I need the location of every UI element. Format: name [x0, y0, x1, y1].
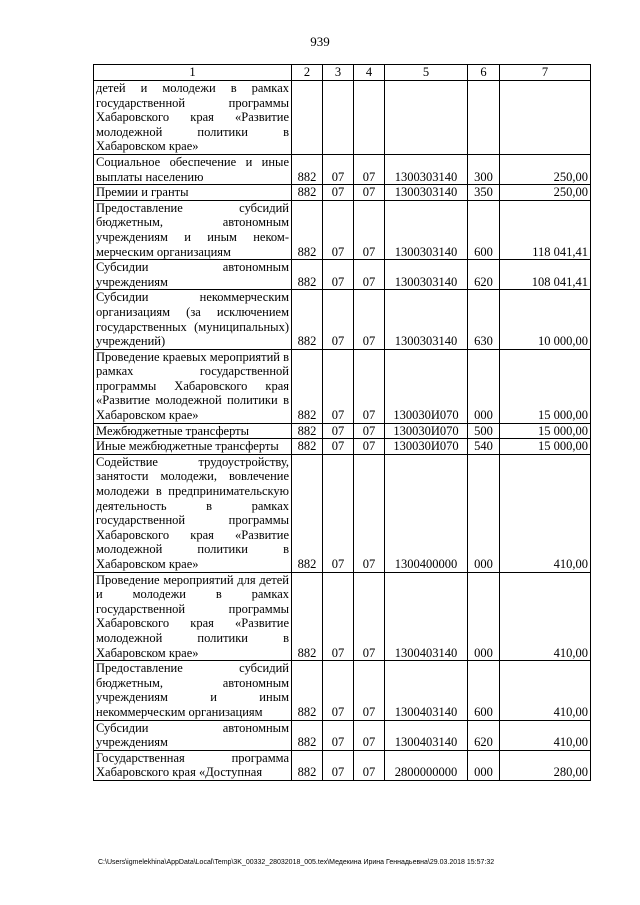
ministry-code: [292, 81, 323, 155]
target-article-code: 1300303140: [385, 200, 468, 259]
target-article-code: 1300303140: [385, 154, 468, 184]
amount: 108 041,41: [500, 260, 591, 290]
ministry-code: 882: [292, 349, 323, 423]
expense-type-code: 600: [468, 661, 500, 720]
section-code: 07: [323, 572, 354, 661]
subsection-code: 07: [354, 200, 385, 259]
ministry-code: 882: [292, 661, 323, 720]
table-row: [94, 290, 591, 349]
subsection-code: 07: [354, 661, 385, 720]
table-row: [94, 349, 591, 423]
target-article-code: 130030И070: [385, 349, 468, 423]
column-header: 5: [385, 65, 468, 81]
subsection-code: 07: [354, 454, 385, 572]
row-description: Межбюджетные трансферты: [94, 423, 292, 439]
table-row: [94, 439, 591, 455]
row-description: Субсидии некоммерческим организациям (за исключением государственных (муниципальных) учреждений): [94, 290, 292, 349]
table-row: [94, 200, 591, 259]
amount: 410,00: [500, 454, 591, 572]
ministry-code: 882: [292, 720, 323, 750]
column-header: 6: [468, 65, 500, 81]
amount: 10 000,00: [500, 290, 591, 349]
ministry-code: 882: [292, 572, 323, 661]
row-description: Иные межбюджетные трансферты: [94, 439, 292, 455]
amount: 280,00: [500, 750, 591, 780]
section-code: 07: [323, 454, 354, 572]
subsection-code: 07: [354, 439, 385, 455]
table-row: [94, 720, 591, 750]
budget-table: [93, 64, 591, 781]
section-code: 07: [323, 750, 354, 780]
section-code: 07: [323, 661, 354, 720]
table-row: [94, 454, 591, 572]
column-header: 7: [500, 65, 591, 81]
expense-type-code: 300: [468, 154, 500, 184]
ministry-code: 882: [292, 439, 323, 455]
subsection-code: 07: [354, 260, 385, 290]
row-description: Социальное обеспечение и иные выплаты населению: [94, 154, 292, 184]
amount: [500, 81, 591, 155]
ministry-code: 882: [292, 290, 323, 349]
subsection-code: 07: [354, 349, 385, 423]
expense-type-code: [468, 81, 500, 155]
target-article-code: 1300303140: [385, 260, 468, 290]
amount: 15 000,00: [500, 423, 591, 439]
section-code: [323, 81, 354, 155]
row-description: детей и молодежи в рамках государственной программы Хабаровского края «Развитие молодежной политики в Хабаровском крае»: [94, 81, 292, 155]
column-header: 4: [354, 65, 385, 81]
column-header: 3: [323, 65, 354, 81]
amount: 250,00: [500, 154, 591, 184]
target-article-code: 130030И070: [385, 423, 468, 439]
page-number: 939: [310, 34, 330, 49]
expense-type-code: 000: [468, 349, 500, 423]
subsection-code: 07: [354, 423, 385, 439]
row-description: Предоставление субсидий бюджетным, автономным учреждениям и иным некоммерческим организациям: [94, 661, 292, 720]
row-description: Предоставление субсидий бюджетным, автономным учреждениям и иным неком-мерческим организациям: [94, 200, 292, 259]
ministry-code: 882: [292, 260, 323, 290]
table-row: [94, 154, 591, 184]
table-header-row: [94, 65, 591, 81]
expense-type-code: 620: [468, 720, 500, 750]
row-description: Проведение мероприятий для детей и молодежи в рамках государственной программы Хабаровского края «Развитие молодежной политики в Хабаровском крае»: [94, 572, 292, 661]
table-row: [94, 81, 591, 155]
subsection-code: 07: [354, 720, 385, 750]
target-article-code: 1300303140: [385, 185, 468, 201]
expense-type-code: 000: [468, 572, 500, 661]
amount: 15 000,00: [500, 439, 591, 455]
section-code: 07: [323, 439, 354, 455]
amount: 15 000,00: [500, 349, 591, 423]
amount: 410,00: [500, 572, 591, 661]
target-article-code: 1300403140: [385, 661, 468, 720]
table-row: [94, 750, 591, 780]
expense-type-code: 000: [468, 454, 500, 572]
section-code: 07: [323, 200, 354, 259]
table-row: [94, 260, 591, 290]
expense-type-code: 600: [468, 200, 500, 259]
row-description: Проведение краевых мероприятий в рамках государственной программы Хабаровского края «Развитие молодежной политики в Хабаровском крае»: [94, 349, 292, 423]
table-row: [94, 661, 591, 720]
subsection-code: 07: [354, 154, 385, 184]
target-article-code: 130030И070: [385, 439, 468, 455]
section-code: 07: [323, 290, 354, 349]
expense-type-code: 620: [468, 260, 500, 290]
section-code: 07: [323, 185, 354, 201]
table-row: [94, 185, 591, 201]
section-code: 07: [323, 423, 354, 439]
amount: 410,00: [500, 661, 591, 720]
target-article-code: 1300400000: [385, 454, 468, 572]
target-article-code: 1300303140: [385, 290, 468, 349]
subsection-code: [354, 81, 385, 155]
subsection-code: 07: [354, 185, 385, 201]
ministry-code: 882: [292, 154, 323, 184]
row-description: Премии и гранты: [94, 185, 292, 201]
subsection-code: 07: [354, 572, 385, 661]
subsection-code: 07: [354, 290, 385, 349]
subsection-code: 07: [354, 750, 385, 780]
expense-type-code: 500: [468, 423, 500, 439]
section-code: 07: [323, 349, 354, 423]
row-description: Субсидии автономным учреждениям: [94, 260, 292, 290]
section-code: 07: [323, 260, 354, 290]
ministry-code: 882: [292, 200, 323, 259]
table-row: [94, 572, 591, 661]
column-header: 2: [292, 65, 323, 81]
row-description: Государственная программа Хабаровского края «Доступная: [94, 750, 292, 780]
target-article-code: 2800000000: [385, 750, 468, 780]
section-code: 07: [323, 720, 354, 750]
expense-type-code: 350: [468, 185, 500, 201]
table-row: [94, 423, 591, 439]
ministry-code: 882: [292, 454, 323, 572]
target-article-code: [385, 81, 468, 155]
expense-type-code: 000: [468, 750, 500, 780]
file-path-footer: C:\Users\igmelekhina\AppData\Local\Temp\3K_00332_28032018_005.tex\Медекина Ирина Геннадьевна\29.03.2018 15:57:32: [98, 859, 495, 866]
ministry-code: 882: [292, 750, 323, 780]
amount: 410,00: [500, 720, 591, 750]
column-header: 1: [94, 65, 292, 81]
row-description: Субсидии автономным учреждениям: [94, 720, 292, 750]
row-description: Содействие трудоустройству, занятости молодежи, вовлечение молодежи в предпринимательскую деятельность в рамках государственной программы Хабаровского края «Развитие молодежной политики в Хабаровском крае»: [94, 454, 292, 572]
ministry-code: 882: [292, 185, 323, 201]
target-article-code: 1300403140: [385, 572, 468, 661]
expense-type-code: 540: [468, 439, 500, 455]
expense-type-code: 630: [468, 290, 500, 349]
section-code: 07: [323, 154, 354, 184]
ministry-code: 882: [292, 423, 323, 439]
amount: 250,00: [500, 185, 591, 201]
target-article-code: 1300403140: [385, 720, 468, 750]
amount: 118 041,41: [500, 200, 591, 259]
